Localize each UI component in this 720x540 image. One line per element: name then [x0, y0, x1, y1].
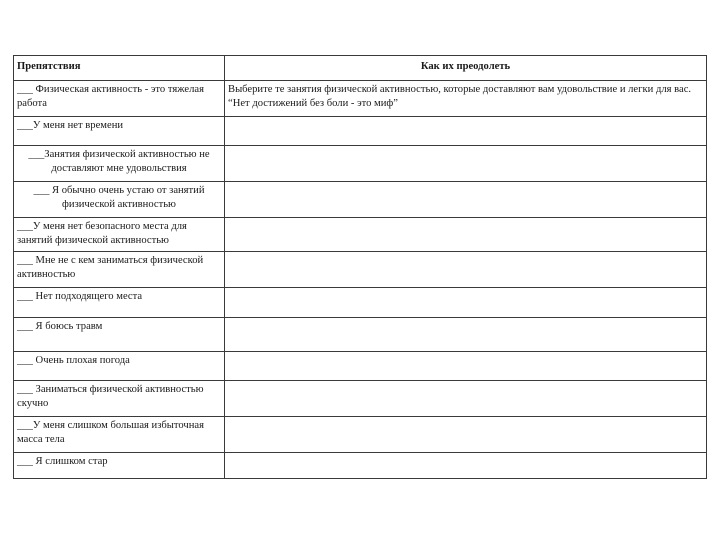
header-obstacles: Препятствия: [14, 56, 225, 81]
table-row: [14, 218, 707, 252]
obstacle-cell: ___У меня нет времени: [14, 117, 225, 146]
obstacle-cell: ___У меня нет безопасного места для занятий физической активностью: [14, 218, 225, 252]
solution-cell: [225, 453, 707, 479]
solution-cell: [225, 417, 707, 453]
solution-cell: [225, 146, 707, 182]
header-how-to-overcome: Как их преодолеть: [225, 56, 707, 81]
obstacle-cell: ___У меня слишком большая избыточная масса тела: [14, 417, 225, 453]
table-row: [14, 352, 707, 381]
table-body: [14, 81, 707, 479]
table-row: [14, 453, 707, 479]
table-header: [14, 56, 707, 81]
solution-cell: [225, 381, 707, 417]
table-row: [14, 252, 707, 288]
header-row: [14, 56, 707, 81]
solution-cell: [225, 252, 707, 288]
table-row: [14, 182, 707, 218]
obstacle-cell: ___ Я обычно очень устаю от занятий физической активностью: [14, 182, 225, 218]
table-row: [14, 146, 707, 182]
obstacle-cell: ___Занятия физической активностью не доставляют мне удовольствия: [14, 146, 225, 182]
obstacle-cell: ___ Очень плохая погода: [14, 352, 225, 381]
table-row: [14, 117, 707, 146]
table-row: [14, 288, 707, 318]
table-row: [14, 417, 707, 453]
table-row: [14, 81, 707, 117]
solution-cell: [225, 218, 707, 252]
solution-cell: Выберите те занятия физической активностью, которые доставляют вам удовольствие и легки для вас. “Нет достижений без боли - это миф”: [225, 81, 707, 117]
obstacle-cell: ___ Мне не с кем заниматься физической активностью: [14, 252, 225, 288]
obstacle-cell: ___ Я боюсь травм: [14, 318, 225, 352]
solution-cell: [225, 182, 707, 218]
solution-cell: [225, 352, 707, 381]
obstacle-cell: ___ Физическая активность - это тяжелая работа: [14, 81, 225, 117]
solution-cell: [225, 318, 707, 352]
table-row: [14, 318, 707, 352]
solution-cell: [225, 288, 707, 318]
obstacle-cell: ___ Заниматься физической активностью скучно: [14, 381, 225, 417]
table-row: [14, 381, 707, 417]
barriers-table: [13, 55, 707, 479]
obstacle-cell: ___ Я слишком стар: [14, 453, 225, 479]
obstacle-cell: ___ Нет подходящего места: [14, 288, 225, 318]
solution-cell: [225, 117, 707, 146]
